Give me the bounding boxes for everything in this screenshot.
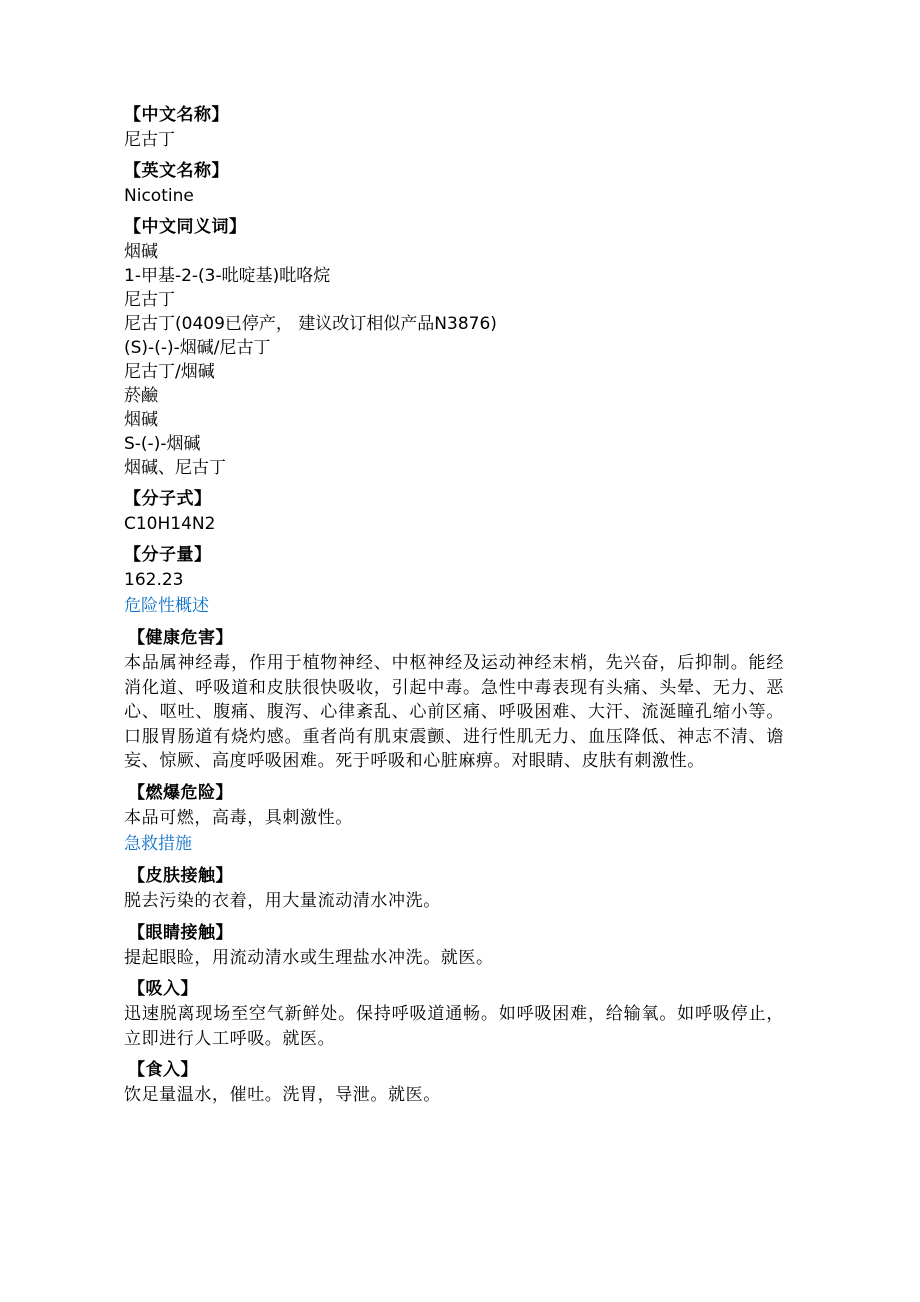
heading-health-hazard: 【健康危害】: [128, 628, 233, 648]
synonym-item: 烟碱: [124, 410, 158, 430]
section-hazard-overview[interactable]: 危险性概述: [124, 596, 209, 616]
heading-molecular-weight: 【分子量】: [124, 545, 212, 565]
text-eye-contact: 提起眼睑，用流动清水或生理盐水冲洗。就医。: [124, 947, 494, 968]
synonym-item: (S)-(-)-烟碱/尼古丁: [124, 338, 271, 358]
text-ingestion: 饮足量温水，催吐。洗胃，导泄。就医。: [124, 1085, 441, 1105]
text-health-hazard: 本品属神经毒，作用于植物神经、中枢神经及运动神经末梢，先兴奋，后抑制。能经消化道、呼吸道和皮肤很快吸收，引起中毒。急性中毒表现有头痛、头晕、无力、恶心、呕吐、腹痛、腹泻、心律紊乱、心前区痛、呼吸困难、大汗、流涎瞳孔缩小等。口服胃肠道有烧灼感。重者尚有肌束震颤、进行性肌无力、血压降低、神志不清、谵妄、惊厥、高度呼吸困难。死于呼吸和心脏麻痹。对眼睛、皮肤有刺激性。: [124, 653, 784, 771]
synonym-item: 1-甲基-2-(3-吡啶基)吡咯烷: [124, 266, 331, 286]
text-inhalation: 迅速脱离现场至空气新鲜处。保持呼吸道通畅。如呼吸困难，给输氧。如呼吸停止，立即进行人工呼吸。就医。: [124, 1004, 784, 1049]
heading-fire-hazard: 【燃爆危险】: [128, 782, 233, 803]
heading-chinese-name: 【中文名称】: [124, 105, 229, 125]
section-first-aid[interactable]: 急救措施: [124, 834, 192, 854]
value-english-name: Nicotine: [124, 186, 194, 206]
heading-eye-contact: 【眼睛接触】: [128, 922, 233, 943]
document-body: [124, 103, 784, 1108]
heading-skin-contact: 【皮肤接触】: [128, 866, 233, 886]
synonym-list: [124, 240, 784, 480]
value-chinese-name: 尼古丁: [124, 130, 175, 150]
value-molecular-formula: C10H14N2: [124, 514, 216, 534]
synonym-item: 烟碱、尼古丁: [124, 458, 226, 478]
synonym-item: 菸鹼: [124, 386, 158, 406]
synonym-item: 尼古丁: [124, 290, 175, 310]
heading-ingestion: 【食入】: [128, 1060, 198, 1080]
heading-chinese-synonyms: 【中文同义词】: [124, 217, 247, 237]
heading-molecular-formula: 【分子式】: [124, 489, 212, 509]
synonym-item: S-(-)-烟碱: [124, 434, 201, 454]
text-skin-contact: 脱去污染的衣着，用大量流动清水冲洗。: [124, 891, 441, 911]
synonym-item: 尼古丁/烟碱: [124, 362, 215, 382]
heading-inhalation: 【吸入】: [128, 979, 198, 999]
text-fire-hazard: 本品可燃，高毒，具刺激性。: [124, 807, 353, 828]
synonym-item: 烟碱: [124, 242, 158, 262]
heading-english-name: 【英文名称】: [124, 161, 229, 181]
synonym-item: 尼古丁(0409已停产， 建议改订相似产品N3876): [124, 314, 497, 334]
value-molecular-weight: 162.23: [124, 570, 184, 590]
